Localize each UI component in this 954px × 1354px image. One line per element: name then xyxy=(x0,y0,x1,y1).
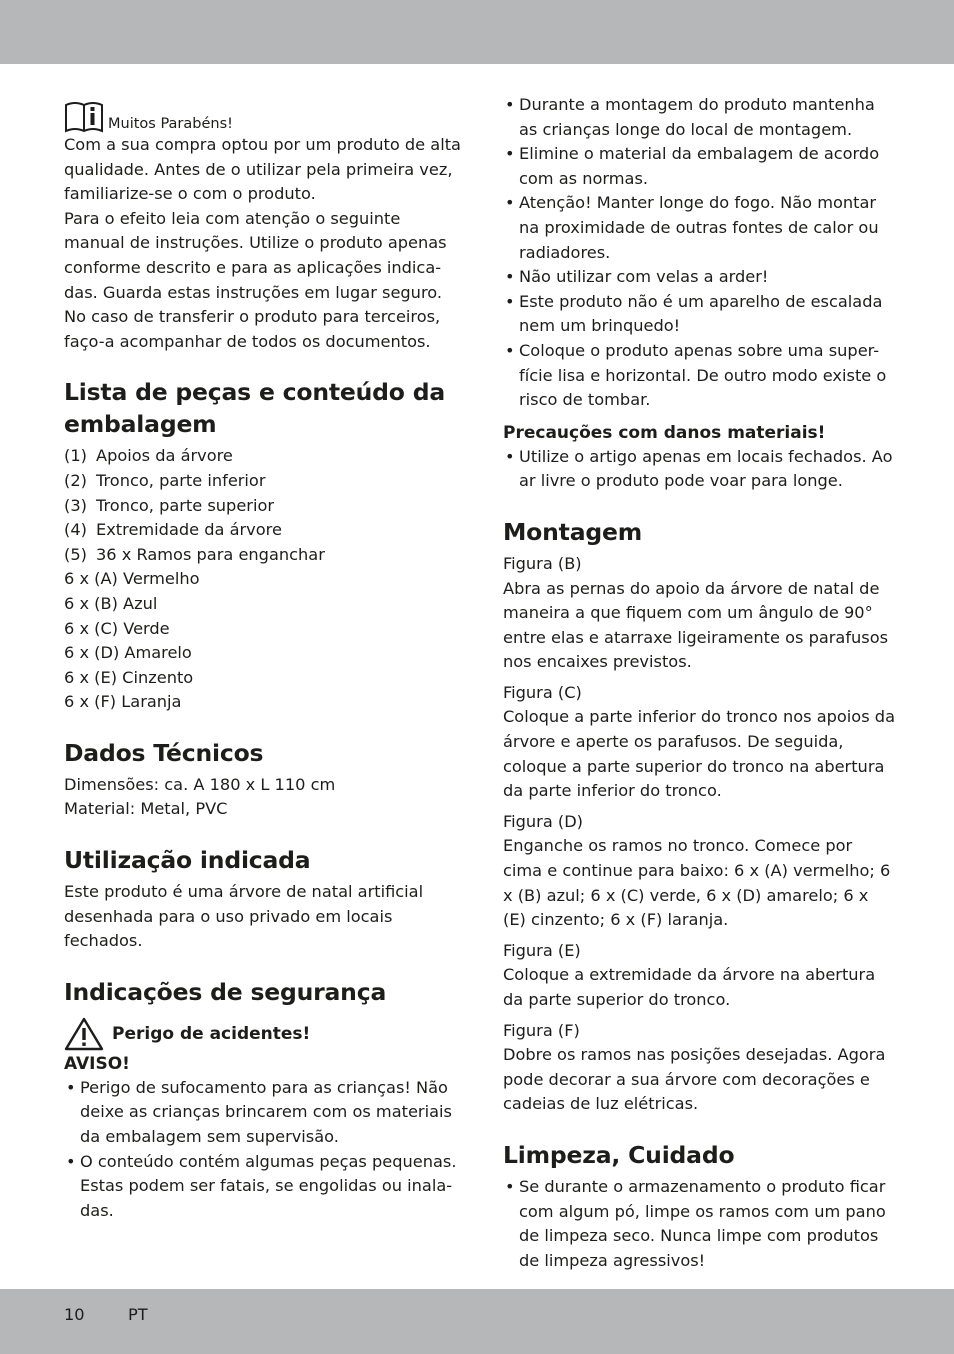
cleaning-list xyxy=(503,1175,895,1273)
step-text: Abra as pernas do apoio da árvore de natal de maneira a que fiquem com um ângulo de 90° entre elas e atarraxe ligeiramente os parafusos nos encaixes previstos. xyxy=(503,578,889,672)
branch-color-list xyxy=(64,567,464,715)
branch-color-item: 6 x (F) Laranja xyxy=(64,692,182,712)
step-text: Dobre os ramos nas posições desejadas. Agora pode decorar a sua árvore com decorações e cadeias de luz elétricas. xyxy=(503,1045,886,1114)
tech-material: Material: Metal, PVC xyxy=(64,799,228,819)
assembly-step xyxy=(503,810,895,933)
figure-label: Figura (B) xyxy=(503,553,582,573)
danger-header xyxy=(64,1016,464,1052)
material-damage-item: • Utilize o artigo apenas em locais fechados. Ao ar livre o produto pode voar para longe. xyxy=(503,445,895,494)
safety-item: • Não utilizar com velas a arder! xyxy=(503,265,895,290)
figure-label: Figura (E) xyxy=(503,940,581,960)
step-text: Enganche os ramos no tronco. Comece por cima e continue para baixo: 6 x (A) vermelho; 6 x (B) azul; 6 x (C) verde, 6 x (D) amarelo; 6 x (E) cinzento; 6 x (F) laranja. xyxy=(503,836,891,930)
right-column xyxy=(503,93,895,1273)
material-damage-list xyxy=(503,445,895,494)
manual-info-icon xyxy=(64,101,104,133)
parts-heading: Lista de peças e conteúdo da embalagem xyxy=(64,378,446,439)
figure-label: Figura (D) xyxy=(503,811,583,831)
page-number: 10 xyxy=(64,1305,85,1324)
parts-list-item: (2) Tronco, parte inferior xyxy=(64,470,266,490)
safety-heading: Indicações de segurança xyxy=(64,977,387,1006)
parts-list xyxy=(64,444,464,567)
language-code: PT xyxy=(128,1305,148,1324)
intro-paragraph-2: Para o efeito leia com atenção o seguinte manual de instruções. Utilize o produto apenas conforme descrito e para as aplicações indica-das. Guarda estas instruções em lugar seguro. No caso de transferir o produto para terceiros, faço-a acompanhar de todos os documentos. xyxy=(64,208,447,351)
assembly-step xyxy=(503,681,895,804)
step-text: Coloque a parte inferior do tronco nos apoios da árvore e aperte os parafusos. De seguida, coloque a parte superior do tronco na abertura da parte inferior do tronco. xyxy=(503,707,895,801)
assembly-heading: Montagem xyxy=(503,517,642,546)
parts-list-item: (4) Extremidade da árvore xyxy=(64,520,282,540)
warning-triangle-icon xyxy=(64,1016,104,1052)
safety-item: • Atenção! Manter longe do fogo. Não montar na proximidade de outras fontes de calor ou radiadores. xyxy=(503,191,895,265)
usage-text: Este produto é uma árvore de natal artificial desenhada para o uso privado em locais fechados. xyxy=(64,882,424,951)
safety-item: • O conteúdo contém algumas peças pequenas. Estas podem ser fatais, se engolidas ou inala-das. xyxy=(64,1150,464,1224)
intro-header xyxy=(64,93,464,133)
warning-label: AVISO! xyxy=(64,1053,130,1074)
branch-color-item: 6 x (E) Cinzento xyxy=(64,667,194,687)
header-bar xyxy=(0,0,954,64)
intro-paragraph-1: Com a sua compra optou por um produto de alta qualidade. Antes de o utilizar pela primeira vez, familiarize-se o com o produto. xyxy=(64,135,461,204)
safety-item: • Durante a montagem do produto mantenha as crianças longe do local de montagem. xyxy=(503,93,895,142)
branch-color-item: 6 x (A) Vermelho xyxy=(64,569,200,589)
figure-label: Figura (F) xyxy=(503,1020,580,1040)
parts-list-item: (5) 36 x Ramos para enganchar xyxy=(64,544,325,564)
usage-heading: Utilização indicada xyxy=(64,846,311,875)
assembly-step xyxy=(503,1019,895,1117)
safety-list-left xyxy=(64,1076,464,1224)
safety-item: • Perigo de sufocamento para as crianças! Não deixe as crianças brincarem com os materiais da embalagem sem supervisão. xyxy=(64,1076,464,1150)
danger-title: Perigo de acidentes! xyxy=(112,1023,311,1044)
assembly-step xyxy=(503,939,895,1013)
branch-color-item: 6 x (B) Azul xyxy=(64,593,158,613)
cleaning-item: • Se durante o armazenamento o produto ficar com algum pó, limpe os ramos com um pano de limpeza seco. Nunca limpe com produtos de limpeza agressivos! xyxy=(503,1175,895,1273)
intro-greeting: Muitos Parabéns! xyxy=(108,116,233,132)
branch-color-item: 6 x (C) Verde xyxy=(64,618,170,638)
branch-color-item: 6 x (D) Amarelo xyxy=(64,643,192,663)
parts-list-item: (1) Apoios da árvore xyxy=(64,446,233,466)
cleaning-heading: Limpeza, Cuidado xyxy=(503,1140,735,1169)
step-text: Coloque a extremidade da árvore na abertura da parte superior do tronco. xyxy=(503,965,876,1009)
left-column xyxy=(64,93,464,1223)
tech-heading: Dados Técnicos xyxy=(64,738,264,767)
safety-item: • Elimine o material da embalagem de acordo com as normas. xyxy=(503,142,895,191)
safety-item: • Este produto não é um aparelho de escalada nem um brinquedo! xyxy=(503,290,895,339)
safety-item: • Coloque o produto apenas sobre uma super-fície lisa e horizontal. De outro modo existe o risco de tombar. xyxy=(503,339,895,413)
safety-list-right xyxy=(503,93,895,413)
assembly-step xyxy=(503,552,895,675)
figure-label: Figura (C) xyxy=(503,682,582,702)
tech-dimensions: Dimensões: ca. A 180 x L 110 cm xyxy=(64,774,336,794)
parts-list-item: (3) Tronco, parte superior xyxy=(64,495,275,515)
material-damage-heading: Precauções com danos materiais! xyxy=(503,422,826,443)
